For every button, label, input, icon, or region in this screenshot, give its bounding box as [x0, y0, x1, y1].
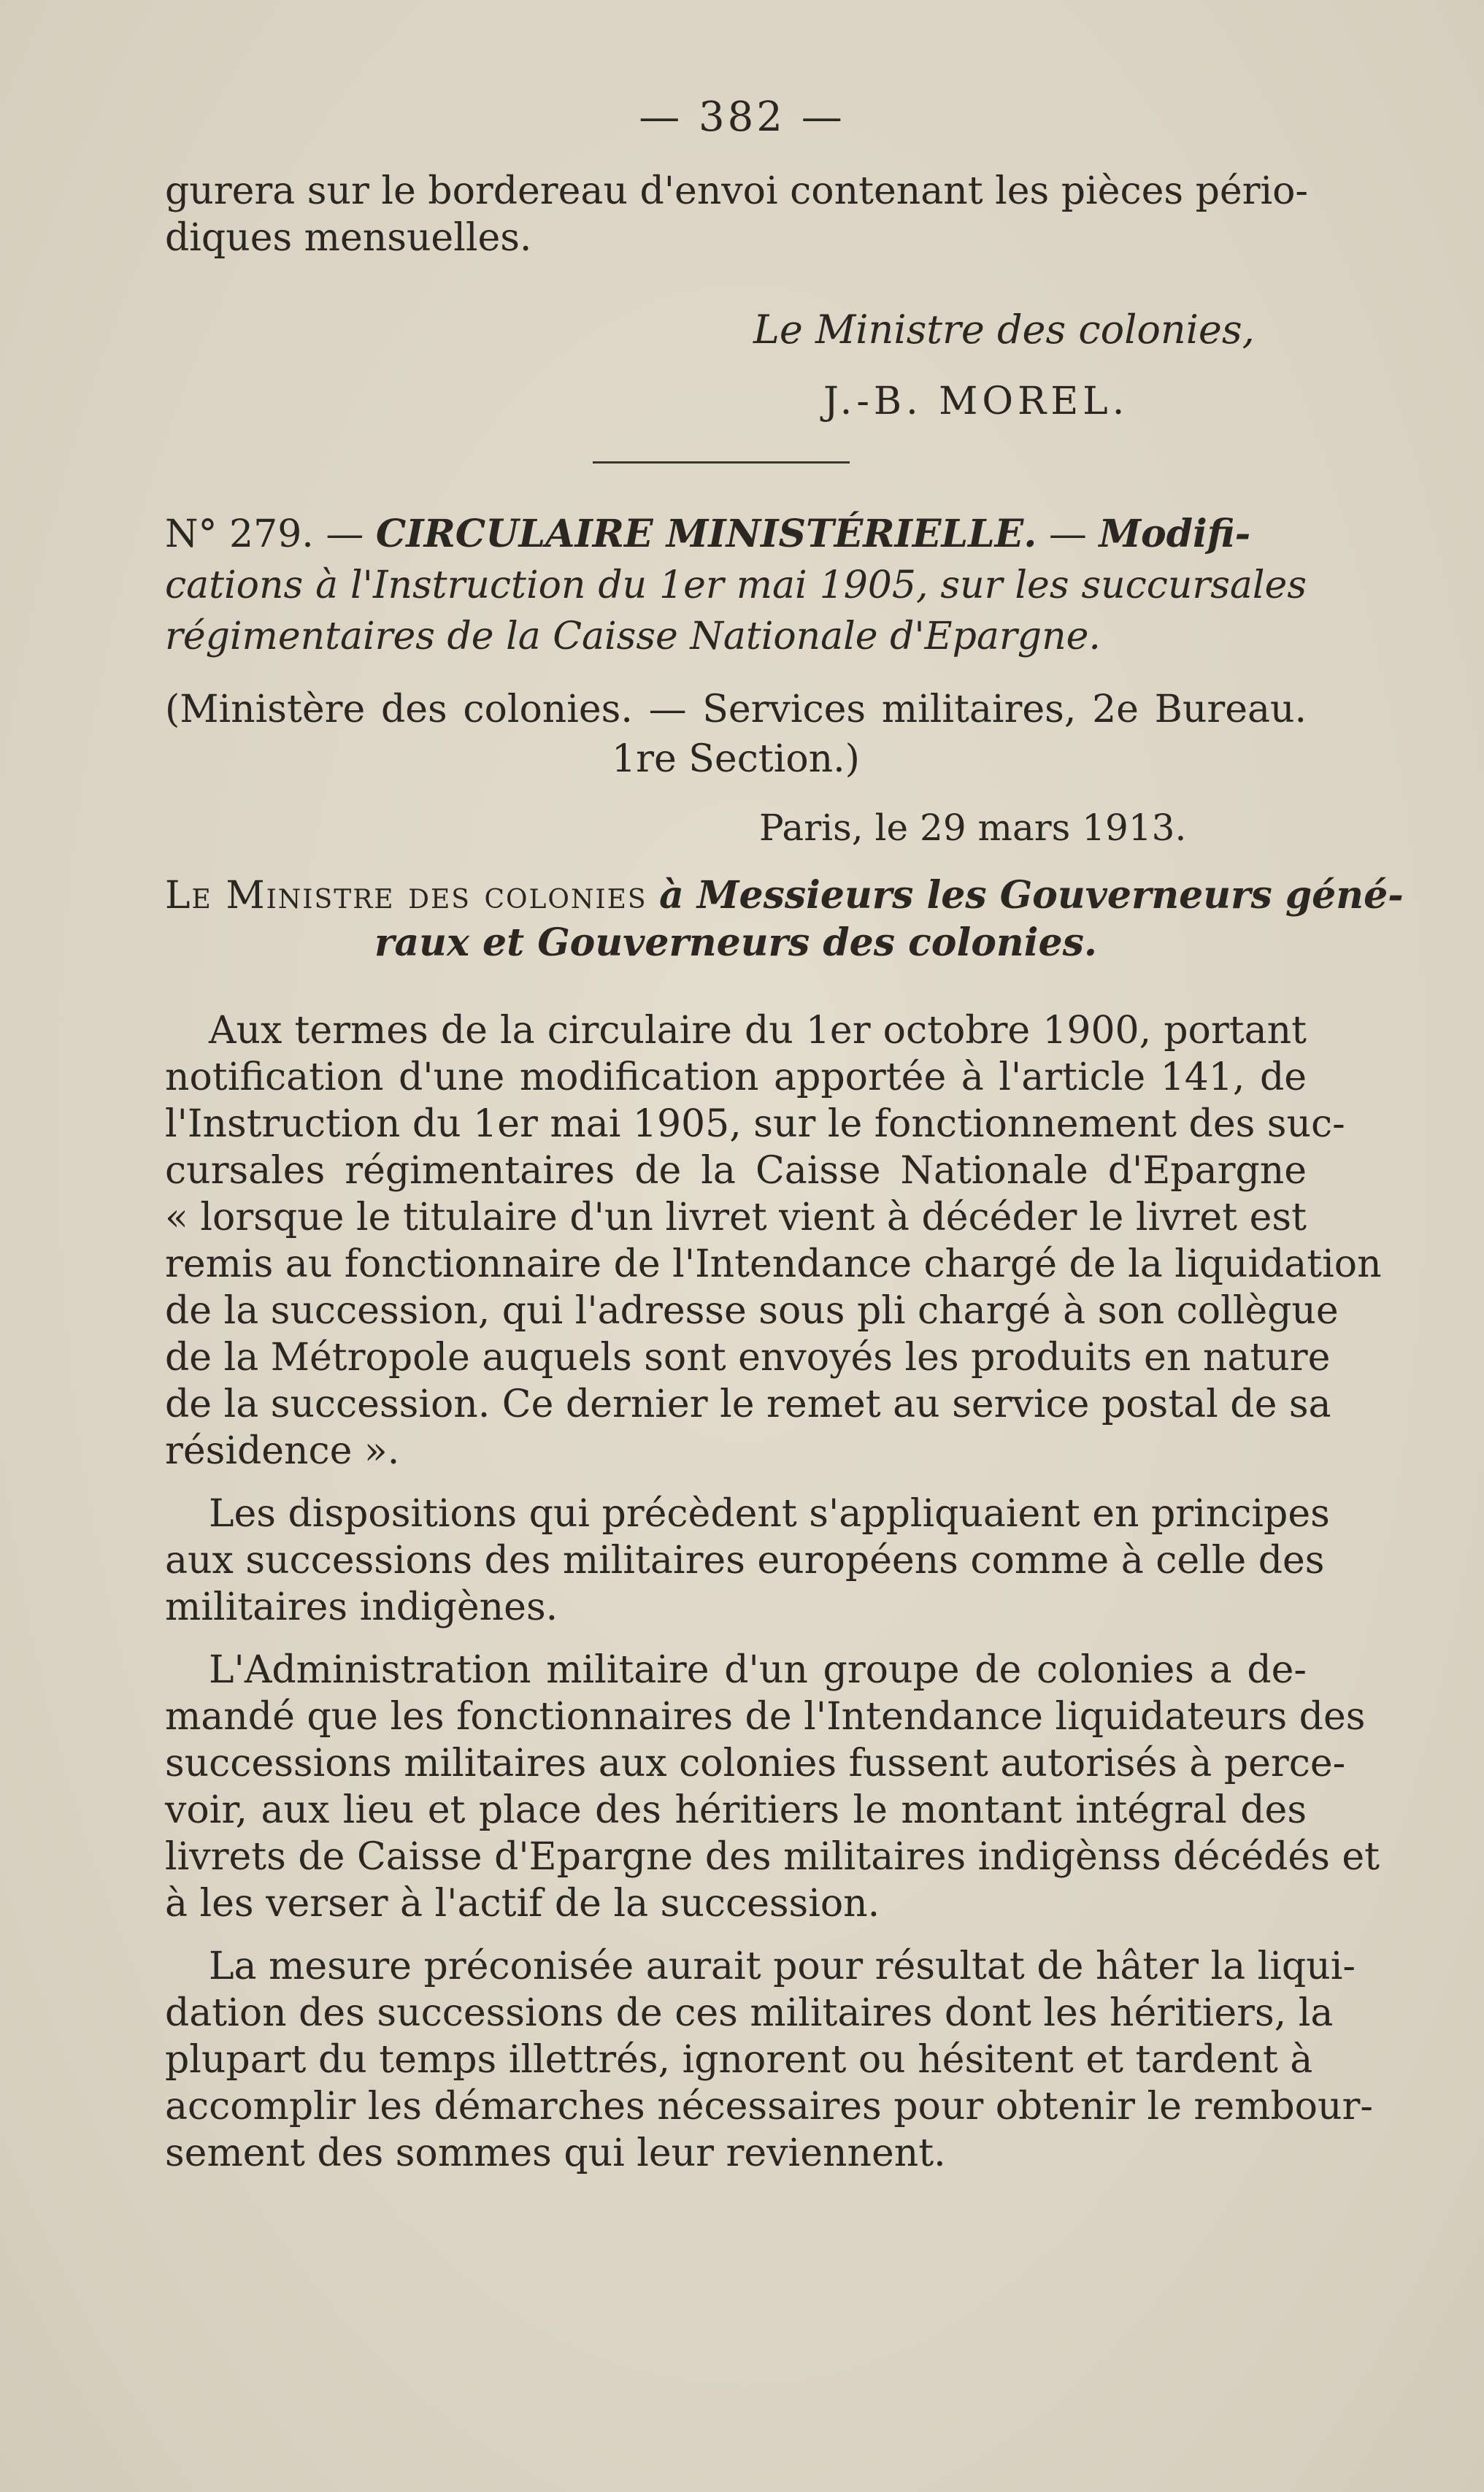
paragraph-line: livrets de Caisse d'Epargne des militaires indigènss décédés et [165, 1835, 1380, 1879]
paragraph-line: dation des successions de ces militaires dont les héritiers, la [165, 1991, 1334, 2035]
circular-date: Paris, le 29 mars 1913. [759, 807, 1187, 849]
address-line: raux et Gouverneurs des colonies. [374, 920, 1097, 965]
paragraph-line: cursales régimentaires de la Caisse Nationale d'Epargne [165, 1149, 1307, 1193]
paragraph-line: accomplir les démarches nécessaires pour obtenir le rembour- [165, 2085, 1373, 2128]
paragraph-line: L'Administration militaire d'un groupe de colonies a de- [209, 1648, 1307, 1692]
paragraph-line: militaires indigènes. [165, 1585, 558, 1629]
paragraph-line: Les dispositions qui précèdent s'appliquaient en principes [209, 1492, 1330, 1536]
paragraph-line: remis au fonctionnaire de l'Intendance chargé de la liquidation [165, 1242, 1382, 1286]
section-divider [593, 461, 850, 464]
paragraph-line: à les verser à l'actif de la succession. [165, 1882, 880, 1926]
paragraph-line: « lorsque le titulaire d'un livret vient à décéder le livret est [165, 1196, 1307, 1239]
address-sender: Le Ministre des colonies [165, 874, 647, 918]
address-line [165, 872, 1404, 919]
dash: — [1048, 512, 1087, 556]
paragraph-line: Aux termes de la circulaire du 1er octobre 1900, portant [209, 1009, 1307, 1053]
circular-subject-line: régimentaires de la Caisse Nationale d'Epargne. [165, 615, 1101, 658]
paragraph-line: aux successions des militaires européens comme à celle des [165, 1539, 1325, 1583]
text-line: diques mensuelles. [165, 216, 532, 260]
paragraph-line: de la Métropole auquels sont envoyés les produits en nature [165, 1336, 1331, 1380]
office-line: 1re Section.) [612, 737, 860, 781]
paragraph-line: l'Instruction du 1er mai 1905, sur le fonctionnement des suc- [165, 1102, 1345, 1146]
dash: — [326, 512, 364, 556]
paragraph-line: voir, aux lieu et place des héritiers le montant intégral des [165, 1788, 1307, 1832]
address-recipients: à Messieurs les Gouverneurs géné- [659, 873, 1404, 918]
paragraph-line: de la succession, qui l'adresse sous pli chargé à son collègue [165, 1289, 1339, 1333]
signature-title: Le Ministre des colonies, [753, 307, 1255, 353]
circular-heading: CIRCULAIRE MINISTÉRIELLE. [375, 512, 1037, 556]
signature-name: J.-B. MOREL. [823, 380, 1129, 423]
page-number: — 382 — [639, 93, 845, 141]
circular-subject-line: cations à l'Instruction du 1er mai 1905, sur les succursales [165, 564, 1307, 607]
paragraph-line: résidence ». [165, 1429, 400, 1473]
circular-number: N° 279. [165, 512, 314, 556]
office-line: (Ministère des colonies. — Services militaires, 2e Bureau. [165, 688, 1307, 731]
paragraph-line: mandé que les fonctionnaires de l'Intendance liquidateurs des [165, 1695, 1366, 1739]
circular-title-line [165, 511, 1307, 558]
text-line: gurera sur le bordereau d'envoi contenant les pièces pério- [165, 169, 1308, 213]
paragraph-line: de la succession. Ce dernier le remet au service postal de sa [165, 1382, 1331, 1426]
paragraph-line: plupart du temps illettrés, ignorent ou hésitent et tardent à [165, 2038, 1313, 2082]
paragraph-line: successions militaires aux colonies fussent autorisés à perce- [165, 1742, 1346, 1785]
paragraph-line: sement des sommes qui leur reviennent. [165, 2131, 946, 2175]
paragraph-line: La mesure préconisée aurait pour résultat de hâter la liqui- [209, 1945, 1356, 1988]
circular-subject-start: Modifi- [1099, 512, 1251, 556]
paragraph-line: notification d'une modification apportée à l'article 141, de [165, 1055, 1307, 1099]
